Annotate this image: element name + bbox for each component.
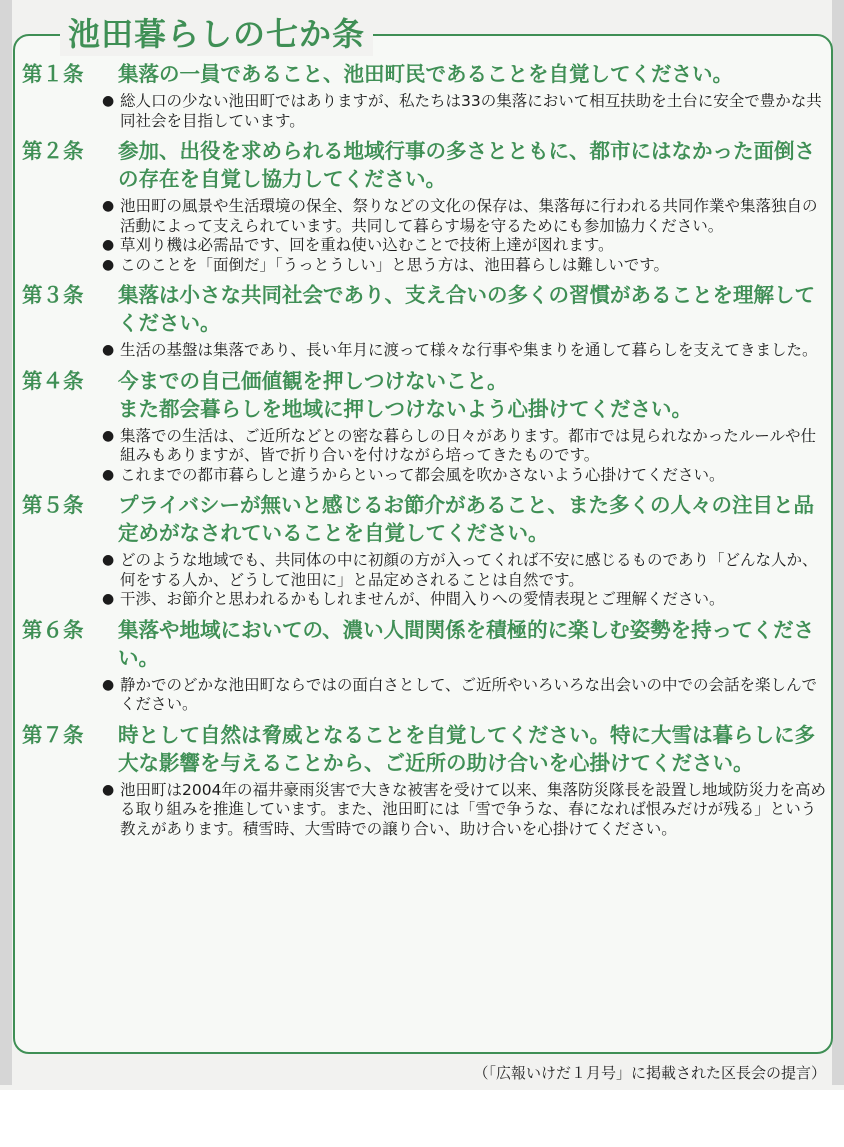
article-notes (102, 781, 828, 840)
article-title: 今までの自己価値観を押しつけないこと。 また都会暮らしを地域に押しつけないよう心掛けてください。 (118, 368, 692, 421)
article-7 (22, 721, 828, 840)
article-notes (102, 427, 828, 486)
right-margin-bar (832, 0, 844, 1085)
note-item (102, 197, 828, 236)
article-notes (102, 92, 828, 131)
note-item (102, 92, 828, 131)
bullet-icon: ● (102, 591, 115, 607)
note-text: このことを「面倒だ」「うっとうしい」と思う方は、池田暮らしは難しいです。 (120, 255, 670, 274)
article-title: 集落は小さな共同社会であり、支え合いの多くの習慣があることを理解してください。 (118, 283, 815, 335)
bullet-icon: ● (102, 93, 115, 109)
article-heading (22, 60, 828, 88)
bullet-icon: ● (102, 198, 115, 214)
article-title: 参加、出役を求められる地域行事の多さとともに、都市にはなかった面倒さの存在を自覚し協力してください。 (118, 139, 815, 191)
article-2 (22, 137, 828, 275)
bullet-icon: ● (102, 466, 115, 483)
note-text: 集落での生活は、ご近所などとの密な暮らしの日々があります。都市では見られなかったルールや仕組みもありますが、皆で折り合いを付けながら培ってきたものです。 (120, 426, 816, 464)
article-heading (22, 367, 828, 423)
bullet-icon: ● (102, 676, 115, 693)
bullet-icon: ● (102, 256, 115, 273)
article-notes (102, 341, 828, 361)
note-item (102, 341, 828, 361)
bullet-icon: ● (102, 552, 115, 568)
note-text: 池田町の風景や生活環境の保全、祭りなどの文化の保存は、集落毎に行われる共同作業や集落独自の活動によって支えられています。共同して暮らす場を守るためにも参加協力ください。 (120, 197, 818, 235)
note-text: これまでの都市暮らしと違うからといって都会風を吹かさないよう心掛けてください。 (120, 465, 725, 484)
article-number: 第３条 (22, 283, 84, 307)
article-title: 集落や地域においての、濃い人間関係を積極的に楽しむ姿勢を持ってください。 (118, 617, 815, 670)
article-number: 第７条 (22, 722, 84, 747)
note-item (102, 427, 828, 466)
article-1 (22, 60, 828, 131)
article-title: 時として自然は脅威となることを自覚してください。特に大雪は暮らしに多大な影響を与えることから、ご近所の助け合いを心掛けてください。 (118, 722, 815, 775)
note-item (102, 236, 828, 256)
bullet-icon: ● (102, 781, 115, 798)
note-item (102, 676, 828, 715)
note-item (102, 256, 828, 276)
page-title: 池田暮らしの七か条 (60, 12, 373, 56)
article-5 (22, 491, 828, 610)
note-text: どのような地域でも、共同体の中に初顔の方が入ってくれば不安に感じるものであり「どんな人か、何をする人か、どうして池田に」と品定めされることは自然です。 (120, 551, 818, 589)
note-text: 総人口の少ない池田町ではありますが、私たちは33の集落において相互扶助を土台に安全で豊かな共同社会を目指しています。 (120, 92, 822, 130)
article-number: 第５条 (22, 493, 84, 517)
article-4 (22, 367, 828, 486)
bullet-icon: ● (102, 342, 115, 358)
note-text: 干渉、お節介と思われるかもしれませんが、仲間入りへの愛情表現とご理解ください。 (120, 590, 725, 608)
article-number: 第４条 (22, 368, 84, 393)
article-number: 第２条 (22, 139, 84, 163)
note-item (102, 466, 828, 486)
note-text: 生活の基盤は集落であり、長い年月に渡って様々な行事や集まりを通して暮らしを支えてきました。 (120, 341, 818, 359)
bullet-icon: ● (102, 427, 115, 444)
article-heading (22, 491, 828, 547)
article-title: 集落の一員であること、池田町民であることを自覚してください。 (118, 62, 733, 86)
note-text: 池田町は2004年の福井豪雨災害で大きな被害を受けて以来、集落防災隊長を設置し地域防災力を高める取り組みを推進しています。また、池田町には「雪で争うな、春になれば恨みだけが残る」という教えがあります。積雪時、大雪時での譲り合い、助け合いを心掛けてください。 (120, 780, 826, 838)
article-6 (22, 616, 828, 715)
note-item (102, 590, 828, 610)
bullet-icon: ● (102, 237, 115, 253)
article-heading (22, 137, 828, 193)
left-margin-bar (0, 0, 12, 1085)
article-heading (22, 721, 828, 777)
articles-list (22, 60, 828, 845)
note-text: 草刈り機は必需品です、回を重ね使い込むことで技術上達が図れます。 (120, 236, 614, 254)
note-item (102, 781, 828, 840)
note-text: 静かでのどかな池田町ならではの面白さとして、ご近所やいろいろな出会いの中での会話を楽しんでください。 (120, 675, 818, 713)
article-heading (22, 281, 828, 337)
article-notes (102, 676, 828, 715)
article-heading (22, 616, 828, 672)
note-item (102, 551, 828, 590)
article-notes (102, 551, 828, 610)
article-number: 第６条 (22, 617, 84, 642)
source-note: （「広報いけだ１月号」に掲載された区長会の提言） (473, 1064, 826, 1082)
article-number: 第１条 (22, 62, 84, 86)
article-title: プライバシーが無いと感じるお節介があること、また多くの人々の注目と品定めがなされていることを自覚してください。 (118, 493, 814, 545)
article-3 (22, 281, 828, 361)
article-notes (102, 197, 828, 275)
